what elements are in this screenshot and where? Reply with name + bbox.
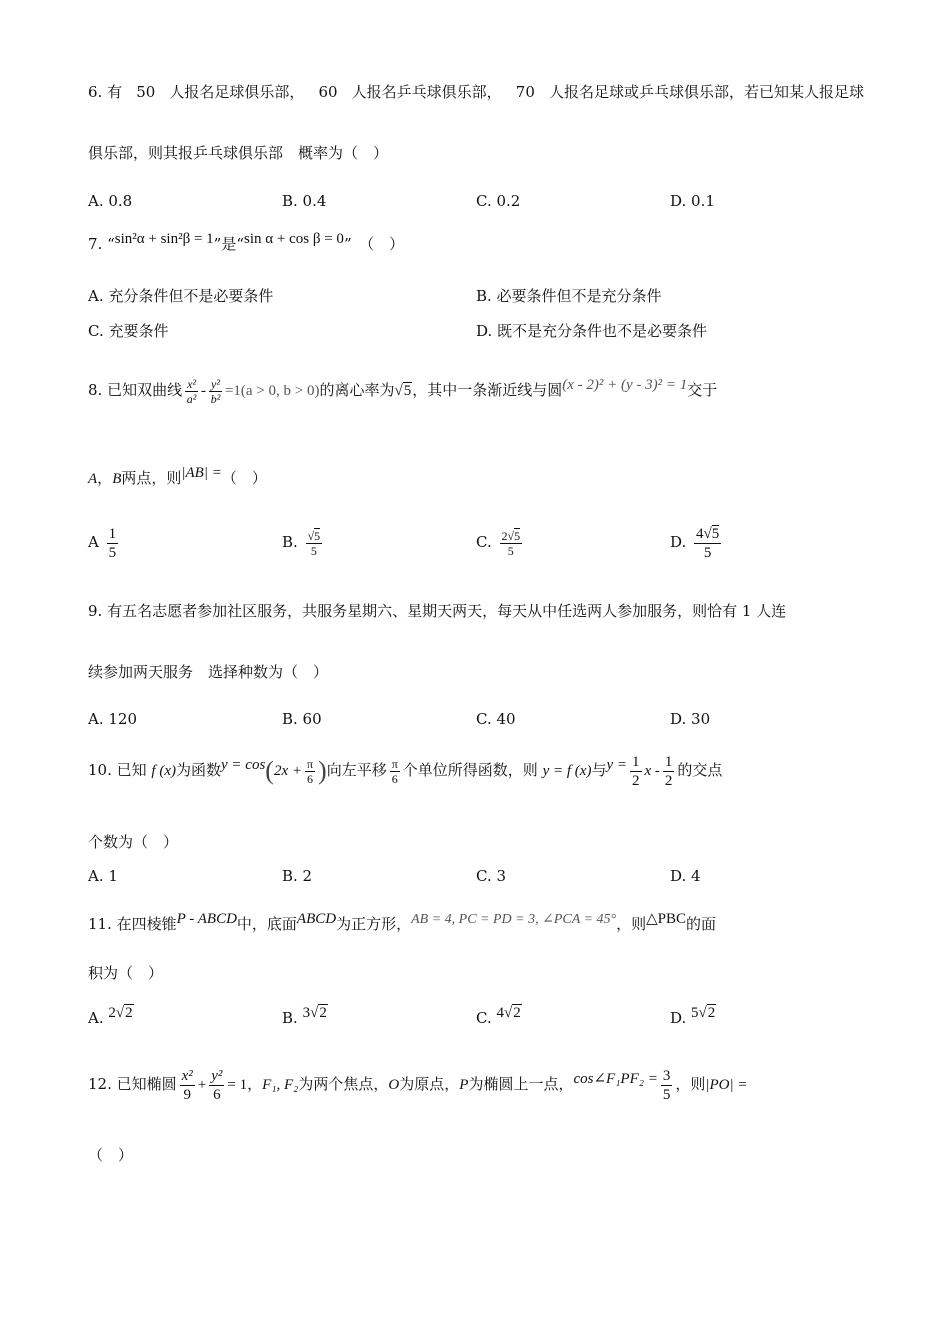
q10-cos-function: y = cos — [221, 757, 266, 773]
q10-line2: 个数为（ ） — [88, 833, 179, 851]
q11-option-b-value: 3√2 — [302, 1005, 327, 1021]
q10-shift-amount: $\frac{\pi}{6}$ — [391, 756, 398, 786]
q12-cos-angle: cos∠F₁PF₂ = — [573, 1071, 658, 1087]
q7-option-d: D. 既不是充分条件也不是必要条件 — [476, 322, 708, 340]
q8-option-c — [476, 520, 525, 564]
q12-origin: O — [388, 1077, 400, 1093]
q12-ellipse-rhs: = 1 — [227, 1077, 248, 1093]
q7-condition-1: sin²α + sin²β = 1 — [114, 231, 214, 247]
q11-text-square: 为正方形， — [336, 915, 412, 933]
q10-option-a: A. 1 — [88, 867, 118, 885]
q8-point-a: A — [88, 471, 98, 487]
q12-text-origin: 为原点， — [399, 1075, 460, 1093]
q8-option-a — [88, 520, 121, 564]
q10-text-and: 与 — [591, 761, 607, 779]
q8-paren: （ ） — [221, 469, 267, 487]
q11-line2: 积为（ ） — [88, 964, 164, 982]
q6-line1 — [88, 82, 864, 102]
q8-option-a-label: A — [88, 533, 99, 551]
q6-text-a: 6. 有 — [88, 83, 123, 101]
q9-line1: 9. 有五名志愿者参加社区服务，共服务星期六、星期天两天，每天从中任选两人参加服务，则恰有 1 人连 — [88, 602, 787, 620]
q9-option-c: C. 40 — [476, 710, 516, 728]
q11-text-then: ，则 — [616, 915, 647, 933]
q11-triangle: △PBC — [646, 911, 686, 927]
q10-line-intercept: $\frac{1}{2}$ — [664, 753, 673, 789]
q9-option-b: B. 60 — [282, 710, 322, 728]
q8-circle-equation: (x - 2)² + (y - 3)² = 1 — [562, 377, 688, 393]
q11-option-c-value: 4√2 — [496, 1005, 521, 1021]
q8-option-c-label: C. — [476, 533, 492, 551]
q10-prefix: 10. 已知 — [88, 761, 147, 779]
q11-option-c — [476, 1005, 522, 1029]
q6-option-d: D. 0.1 — [670, 192, 715, 210]
q6-text-b: 人报名足球俱乐部， — [169, 83, 305, 101]
q11-option-b — [282, 1005, 328, 1029]
q10-option-c: C. 3 — [476, 867, 507, 885]
q12-text-foci: 为两个焦点， — [298, 1075, 389, 1093]
q8-ab-length: |AB| = — [181, 465, 222, 481]
q8-option-d-value: $\frac{4√5}{5}$ — [696, 525, 720, 561]
q12-prefix: 12. 已知椭圆 — [88, 1075, 177, 1093]
q8-point-b: B — [112, 471, 122, 487]
q8-text-two-points: 两点，则 — [121, 469, 182, 487]
q12-text-point: 为椭圆上一点， — [468, 1075, 574, 1093]
q8-option-d — [670, 520, 724, 564]
q11-prefix: 11. 在四棱锥 — [88, 915, 177, 933]
q9-option-a: A. 120 — [88, 710, 137, 728]
q12-cos-value: $\frac{3}{5}$ — [662, 1067, 671, 1103]
q8-comma: ， — [97, 469, 113, 487]
q6-num-60: 60 — [318, 83, 338, 101]
q7-option-a: A. 充分条件但不是必要条件 — [88, 287, 274, 305]
q10-text-func: 为函数 — [175, 761, 221, 779]
q6-text-d: 人报名足球或乒乓球俱乐部，若已知某人报足球 — [548, 83, 864, 101]
q12-text-then: ，则 — [675, 1075, 706, 1093]
q8-option-a-value: $\frac{1}{5}$ — [108, 525, 117, 561]
q12-comma: ， — [247, 1075, 263, 1093]
q8-line2 — [88, 465, 864, 489]
q6-option-c: C. 0.2 — [476, 192, 521, 210]
q6-option-a: A. 0.8 — [88, 192, 133, 210]
q10-pi-over-6: $\frac{\pi}{6}$ — [306, 756, 314, 786]
q11-base: ABCD — [296, 911, 337, 927]
q7-suffix: ” （ ） — [343, 235, 405, 253]
q10-option-b: B. 2 — [282, 867, 313, 885]
q12-ellipse-x-term: $\frac{\text{x²}}{9}$ — [181, 1067, 193, 1103]
q10-fx: f (x) — [151, 763, 176, 779]
q9-option-d: D. 30 — [670, 710, 711, 728]
q11-option-a-value: 2√2 — [108, 1005, 133, 1021]
q11-option-d — [670, 1005, 716, 1029]
q8-option-c-value: $\frac{2√5}{5}$ — [501, 528, 521, 558]
q6-option-b: B. 0.4 — [282, 192, 327, 210]
q10-option-d: D. 4 — [670, 867, 701, 885]
q11-option-d-value: 5√2 — [691, 1005, 716, 1021]
q11-text-base: 中，底面 — [236, 915, 297, 933]
q8-text-ecc: 的离心率为 — [319, 381, 395, 399]
q11-option-b-label: B. — [282, 1009, 298, 1027]
q12-po-length: |PO| = — [705, 1077, 748, 1093]
q7-option-b: B. 必要条件但不是充分条件 — [476, 287, 662, 305]
q8-text-intersect: 交于 — [687, 381, 718, 399]
q10-cos-arg: 2x + — [273, 763, 302, 779]
q10-y-fx: y = f (x) — [542, 763, 592, 779]
q6-num-50: 50 — [136, 83, 156, 101]
q11-pyramid: P - ABCD — [176, 911, 237, 927]
q12-foci: F₁, F₂ — [262, 1077, 299, 1093]
q7-prefix: 7. “ — [88, 235, 115, 253]
q8-hyperbola-condition: =1(a > 0, b > 0) — [224, 383, 320, 399]
q11-option-a — [88, 1005, 134, 1029]
q10-text-intersections: 的交点 — [677, 761, 723, 779]
q10-line-slope: $\frac{1}{2}$ — [632, 753, 640, 789]
q11-stem — [88, 906, 864, 944]
q8-option-d-label: D. — [670, 533, 687, 551]
q8-option-b — [282, 520, 325, 564]
q8-stem: 8. 已知双曲线 $\frac{\text{x²}}{\text{a²}}$ - $\frac{\text{y²}}{\text{b²}}$ =1(a > 0, b > 0)的离心率为√5，其中一条渐近线与圆(x - 2)² + (y - 3)² = 1交于 — [88, 376, 718, 406]
q8-eccentricity: √5 — [394, 383, 412, 399]
q8-hyperbola-y-term: $\frac{\text{y²}}{\text{b²}}$ — [210, 376, 221, 406]
q10-stem: 10. 已知 f (x)为函数y = cos(2x + $\frac{\pi}{6}$ )向左平移 $\frac{\pi}{6}$ 个单位所得函数，则 y = f (x)与y = $\frac{1}{2}$ x - $\frac{1}{2}$ 的交点 — [88, 753, 723, 789]
q6-text-c: 人报名乒乓球俱乐部， — [351, 83, 502, 101]
q10-line-x: x - — [644, 763, 660, 779]
q12-line2: （ ） — [88, 1146, 134, 1164]
q8-option-b-label: B. — [282, 533, 298, 551]
q6-num-70: 70 — [515, 83, 535, 101]
q11-text-area: 的面 — [685, 915, 716, 933]
q8-hyperbola-x-term: $\frac{\text{x²}}{\text{a²}}$ — [186, 376, 197, 406]
q11-option-a-label: A. — [88, 1009, 104, 1027]
q11-conditions: AB = 4, PC = PD = 3, ∠PCA = 45° — [411, 912, 617, 927]
q11-option-d-label: D. — [670, 1009, 687, 1027]
q12-ellipse-y-term: $\frac{\text{y²}}{6}$ — [211, 1067, 223, 1103]
q8-text-asym: ，其中一条渐近线与圆 — [412, 381, 563, 399]
q7-mid: ”是“ — [213, 235, 245, 253]
q12-point-p: P — [459, 1077, 469, 1093]
q10-text-units: 个单位所得函数，则 — [402, 761, 538, 779]
q7-condition-2: sin α + cos β = 0 — [244, 231, 344, 247]
q11-option-c-label: C. — [476, 1009, 492, 1027]
q10-text-shift: 向左平移 — [326, 761, 387, 779]
q7-stem — [88, 231, 864, 255]
q7-option-c: C. 充要条件 — [88, 322, 169, 340]
q9-line2: 续参加两天服务 选择种数为（ ） — [88, 663, 329, 681]
q8-prefix: 8. 已知双曲线 — [88, 381, 183, 399]
q8-option-b-value: $\frac{√5}{5}$ — [307, 528, 321, 558]
q6-line2: 俱乐部，则其报乒乓球俱乐部 概率为（ ） — [88, 144, 389, 162]
q12-stem: 12. 已知椭圆 $\frac{\text{x²}}{9}$ + $\frac{\text{y²}}{6}$ = 1，F₁, F₂为两个焦点，O为原点，P为椭圆上一点，cos∠F₁PF₂ = $\frac{3}{5}$ ，则|PO| = — [88, 1067, 748, 1103]
q10-line-y: y = — [606, 757, 627, 773]
